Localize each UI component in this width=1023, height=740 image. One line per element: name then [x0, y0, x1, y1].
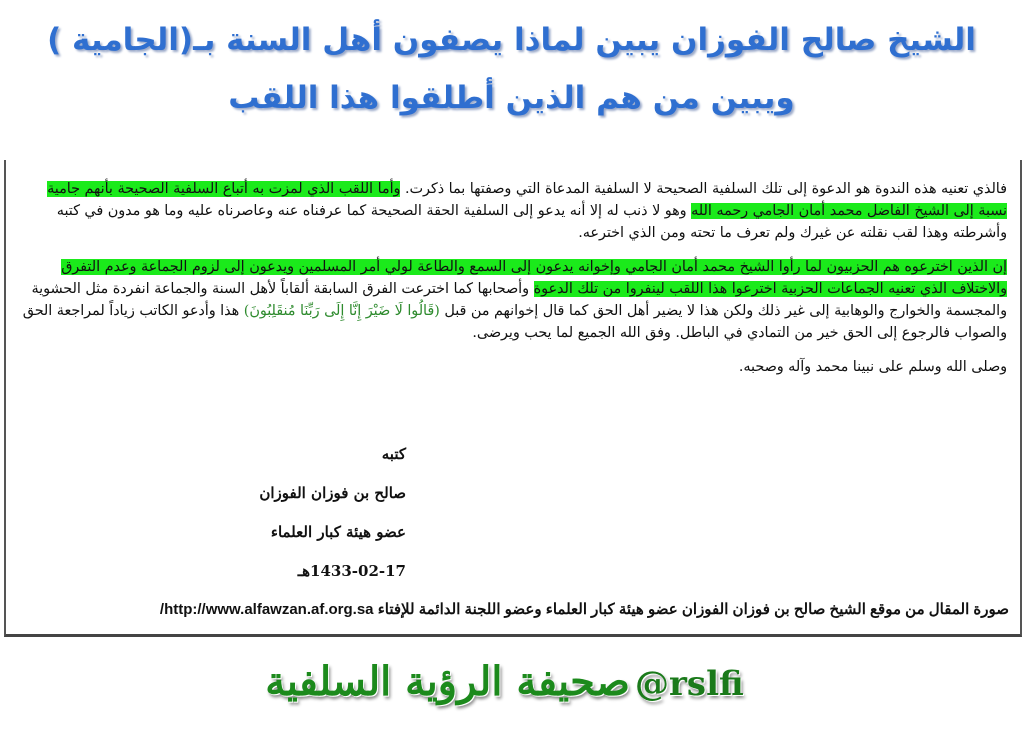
highlighted-text: وأما اللقب الذي لمزت به أتباع السلفية الصحيحة بأنهم جامية نسبة إلى الشيخ الفاضل محمد أمان الجامي رحمه الله	[47, 181, 1007, 219]
twitter-handle: @rslfi	[635, 664, 744, 704]
article-paragraph	[14, 256, 1007, 344]
footer-banner	[0, 648, 1023, 734]
brand-logo-text: صحيفة الرؤية السلفية	[265, 658, 630, 705]
headline-line-1: الشيخ صالح الفوزان يبين لماذا يصفون أهل السنة بـ(الجامية )	[47, 22, 976, 58]
signature-name: صالح بن فوزان الفوزان	[259, 484, 406, 502]
article-paragraph	[14, 178, 1007, 244]
paragraph-text: وصلى الله وسلم على نبينا محمد وآله وصحبه.	[738, 359, 1007, 375]
headline-line-2: ويبين من هم الذين أطلقوا هذا اللقب	[228, 80, 795, 116]
article-body	[14, 178, 1007, 390]
signature-position: عضو هيئة كبار العلماء	[270, 523, 406, 541]
paragraph-text: وأصحابها كما اخترعت الفرق السابقة ألقاباً لأهل السنة والجماعة انفردة مثل الحشوية والمجسمة والخوارج والوهابية إلى غير ذلك ولكن هذا لا يضير أهل الحق كما قال إخوانهم من قبل	[31, 281, 1007, 319]
paragraph-text: هذا وأدعو الكاتب زياداً لمراجعة الحق والصواب فالرجوع إلى الحق خير من التمادي في الباطل. وفق الله الجميع لما يحب ويرضى.	[22, 303, 1007, 341]
article-paragraph	[14, 356, 1007, 378]
highlighted-text: إن الذين اخترعوه هم الحزبيون لما رأوا الشيخ محمد أمان الجامي وإخوانه يدعون إلى السمع والطاعة لولي أمر المسلمين ويدعون إلى لزوم الجماعة وعدم التفرق والاختلاف الذي تعنيه الجماعات الحزبية اخترعوا هذا اللقب لينفروا من تلك الدعوة	[61, 259, 1007, 297]
signature-date: 1433-02-17هـ	[297, 562, 406, 580]
paragraph-text: فالذي تعنيه هذه الندوة هو الدعوة إلى تلك السلفية الصحيحة لا السلفية المدعاة التي وصفتها بما ذكرت.	[400, 181, 1007, 197]
signature-wrote: كتبه	[381, 445, 406, 463]
quran-verse: (قَالُوا لَا ضَيْرَ إِنَّا إِلَى رَبِّنَا مُنقَلِبُونَ)	[243, 303, 440, 319]
paragraph-text: وهو لا ذنب له إلا أنه يدعو إلى السلفية الحقة الصحيحة كما عرفناه عنه وعاصرناه عليه وما هو مدون في كتبه وأشرطته وهذا لقب نقلته عن غيرك ولم تعرف ما تحته ومن الذي اخترعه.	[56, 203, 1007, 241]
source-caption: صورة المقال من موقع الشيخ صالح بن فوزان الفوزان عضو هيئة كبار العلماء وعضو اللجنة الدائمة للإفتاء http://www.alfawzan.af.org.sa/	[159, 601, 1009, 618]
